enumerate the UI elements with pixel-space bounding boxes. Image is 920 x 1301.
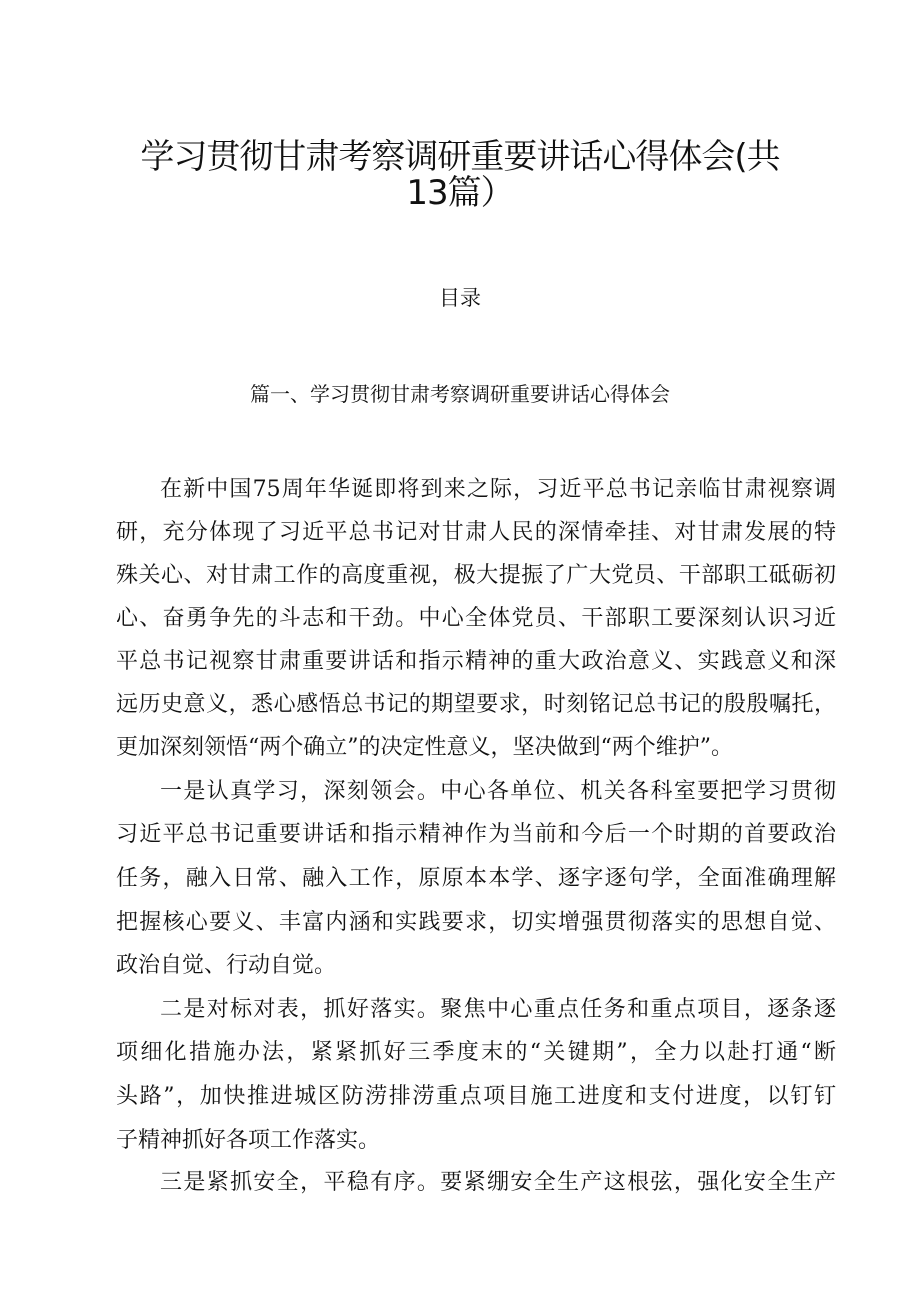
body-line: 一是认真学习，深刻领会。中心各单位、机关各科室要把学习贯彻: [160, 779, 836, 804]
body-line: 研，充分体现了习近平总书记对甘肃人民的深情牵挂、对甘肃发展的特: [116, 520, 836, 545]
body-line: 三是紧抓安全，平稳有序。要紧绷安全生产这根弦，强化安全生产: [160, 1170, 836, 1195]
body-line: 心、奋勇争先的斗志和干劲。中心全体党员、干部职工要深刻认识习近: [116, 606, 836, 631]
body-line: 习近平总书记重要讲话和指示精神作为当前和今后一个时期的首要政治: [116, 822, 836, 847]
body-line: 二是对标对表，抓好落实。聚焦中心重点任务和重点项目，逐条逐: [160, 997, 836, 1022]
document-title-continued: 13篇）: [406, 173, 514, 213]
body-line: 在新中国75周年华诞即将到来之际，习近平总书记亲临甘肃视察调: [160, 477, 836, 502]
body-line: 殊关心、对甘肃工作的高度重视，极大提振了广大党员、干部职工砥砺初: [116, 563, 836, 588]
body-line: 任务，融入日常、融入工作，原原本本学、逐字逐句学，全面准确理解: [116, 866, 836, 891]
body-line: 更加深刻领悟“两个确立”的决定性意义，坚决做到“两个维护”。: [116, 735, 733, 760]
body-line: 头路”，加快推进城区防涝排涝重点项目施工进度和支付进度，以钉钉: [116, 1084, 836, 1109]
body-line: 子精神抓好各项工作落实。: [116, 1128, 381, 1153]
body-line: 项细化措施办法，紧紧抓好三季度末的“关键期”，全力以赴打通“断: [116, 1040, 836, 1065]
body-line: 远历史意义，悉心感悟总书记的期望要求，时刻铭记总书记的殷殷嘱托，: [116, 692, 836, 717]
body-line: 把握核心要义、丰富内涵和实践要求，切实增强贯彻落实的思想自觉、: [116, 910, 836, 935]
document-title: 学习贯彻甘肃考察调研重要讲话心得体会(共: [140, 137, 780, 177]
body-line: 平总书记视察甘肃重要讲话和指示精神的重大政治意义、实践意义和深: [116, 649, 836, 674]
body-line: 政治自觉、行动自觉。: [116, 953, 337, 978]
toc-heading: 目录: [439, 286, 481, 310]
toc-item: 篇一、学习贯彻甘肃考察调研重要讲话心得体会: [250, 382, 670, 406]
